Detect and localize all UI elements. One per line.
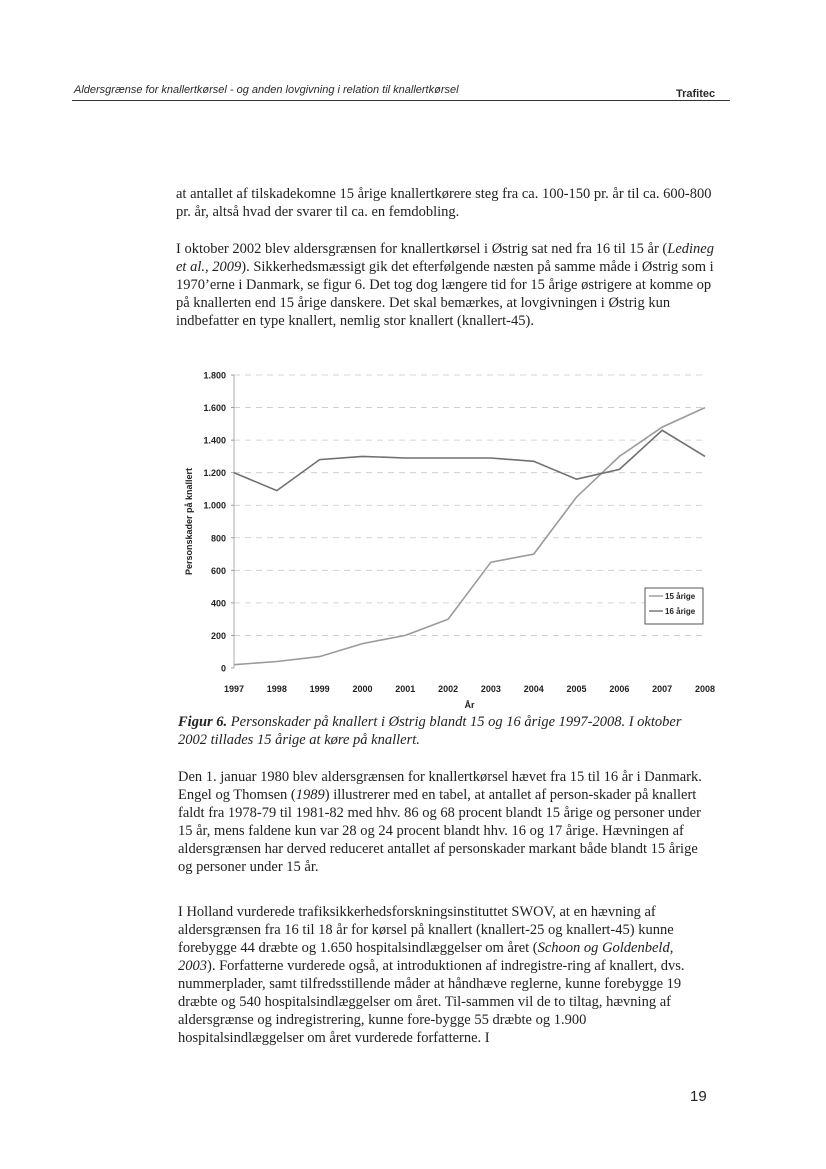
line-chart xyxy=(160,360,720,710)
series-line xyxy=(234,408,705,665)
paragraph-3-text-b: ) illustrerer med en tabel, at antallet af person-skader på knallert faldt fra 1978-79 til 1981-82 med hhv. 86 og 68 procent blandt 15 årige og personer under 15 år, mens faldene kun var 28 og 24 procent blandt hhv. 16 og 17 årige. Hævningen af aldersgrænsen har derved reduceret antallet af personskader markant både blandt 15 årige og personer under 15 år. xyxy=(178,787,701,875)
citation-engel-thomsen: 1989 xyxy=(295,787,325,803)
y-tick-label: 1.600 xyxy=(203,403,226,414)
y-tick-label: 1.800 xyxy=(203,370,226,381)
legend-entry: 15 årige xyxy=(665,592,696,601)
legend-entry: 16 årige xyxy=(665,607,696,616)
citation-ledineg: Ledineg et al., 2009 xyxy=(176,241,714,275)
paragraph-2-text-a: I oktober 2002 blev aldersgrænsen for knallertkørsel i Østrig sat ned fra 16 til 15 år ( xyxy=(176,241,668,257)
x-tick-label: 2004 xyxy=(523,684,544,694)
x-tick-label: 1997 xyxy=(223,684,245,694)
chart-legend xyxy=(645,588,703,624)
x-tick-label: 2006 xyxy=(609,684,630,694)
y-tick-label: 400 xyxy=(210,598,226,609)
paragraph-3 xyxy=(178,768,712,876)
x-tick-label: 2005 xyxy=(566,684,587,694)
figure-caption-text: Personskader på knallert i Østrig blandt 15 og 16 årige 1997-2008. I oktober 2002 tillades 15 årige at køre på knallert. xyxy=(178,714,682,748)
paragraph-4-text-a: I Holland vurderede trafiksikkerhedsforskningsinstituttet SWOV, at en hævning af aldersgrænsen fra 16 til 18 år for kørsel på knallert (knallert-25 og knallert-45) kunne forebygge 44 dræbte og 1.650 hospitalsindlæggelser om året ( xyxy=(178,904,674,956)
x-tick-label: 2003 xyxy=(480,684,501,694)
x-tick-label: 2007 xyxy=(652,684,673,694)
x-tick-label: 1998 xyxy=(266,684,287,694)
chart-series xyxy=(234,408,705,665)
y-tick-label: 1.400 xyxy=(203,435,226,446)
running-header-brand: Trafitec xyxy=(676,88,716,100)
y-tick-label: 800 xyxy=(210,533,226,544)
figure-caption xyxy=(178,713,712,749)
citation-schoon-goldenbeld: Schoon og Goldenbeld, 2003 xyxy=(178,940,674,974)
y-tick-label: 200 xyxy=(210,630,226,641)
paragraph-3-text-a: Den 1. januar 1980 blev aldersgrænsen for knallertkørsel hævet fra 15 til 16 år i Danmark. Engel og Thomsen ( xyxy=(178,769,702,803)
x-tick-label: 2001 xyxy=(395,684,416,694)
paragraph-4-text-b: ). Forfatterne vurderede også, at introduktionen af indregistre-ring af knallert, dvs. nummerplader, samt tilfredsstillende måder at håndhæve reglerne, kunne forebygge 19 dræbte og 540 hospitalsindlæggelser om året. Til-sammen vil de to tiltag, hævning af aldersgrænse og indregistrering, kunne fore-bygge 55 dræbte og 1.900 hospitalsindlæggelser om året vurderede forfatterne. I xyxy=(178,958,685,1046)
paragraph-2-text-b: ). Sikkerhedsmæssigt gik det efterfølgende næsten på samme måde i Østrig som i 1970’erne i Danmark, se figur 6. Det tog dog længere tid for 15 årige østrigere at komme op på knallerten end 15 årige danskere. Det skal bemærkes, at lovgivningen i Østrig kun indbefatter en type knallert, nemlig stor knallert (knallert-45). xyxy=(176,259,714,329)
x-tick-label: 1999 xyxy=(309,684,330,694)
series-line xyxy=(234,430,705,490)
y-tick-label: 0 xyxy=(220,663,226,674)
y-axis-label: Personskader på knallert xyxy=(184,467,194,576)
page-number: 19 xyxy=(690,1088,707,1105)
chart-gridlines xyxy=(234,375,705,635)
x-tick-label: 2000 xyxy=(352,684,373,694)
paragraph-4 xyxy=(178,903,712,1047)
y-tick-label: 1.000 xyxy=(203,500,226,511)
y-tick-label: 1.200 xyxy=(203,468,226,479)
header-divider xyxy=(72,100,730,101)
x-tick-label: 2008 xyxy=(694,684,716,694)
paragraph-1: at antallet af tilskadekomne 15 årige knallertkørere steg fra ca. 100-150 pr. år til ca. 600-800 pr. år, altså hvad der svarer til ca. en femdobling. xyxy=(176,186,712,220)
y-tick-label: 600 xyxy=(210,565,226,576)
x-tick-label: 2002 xyxy=(438,684,459,694)
figure-caption-label: Figur 6. xyxy=(178,714,228,730)
figure-6-chart xyxy=(160,360,720,710)
paragraph-2 xyxy=(176,240,716,330)
x-axis-label: År xyxy=(464,700,475,710)
chart-axes xyxy=(184,371,715,711)
running-header-title: Aldersgrænse for knallertkørsel - og anden lovgivning i relation til knallertkørsel xyxy=(74,84,459,96)
